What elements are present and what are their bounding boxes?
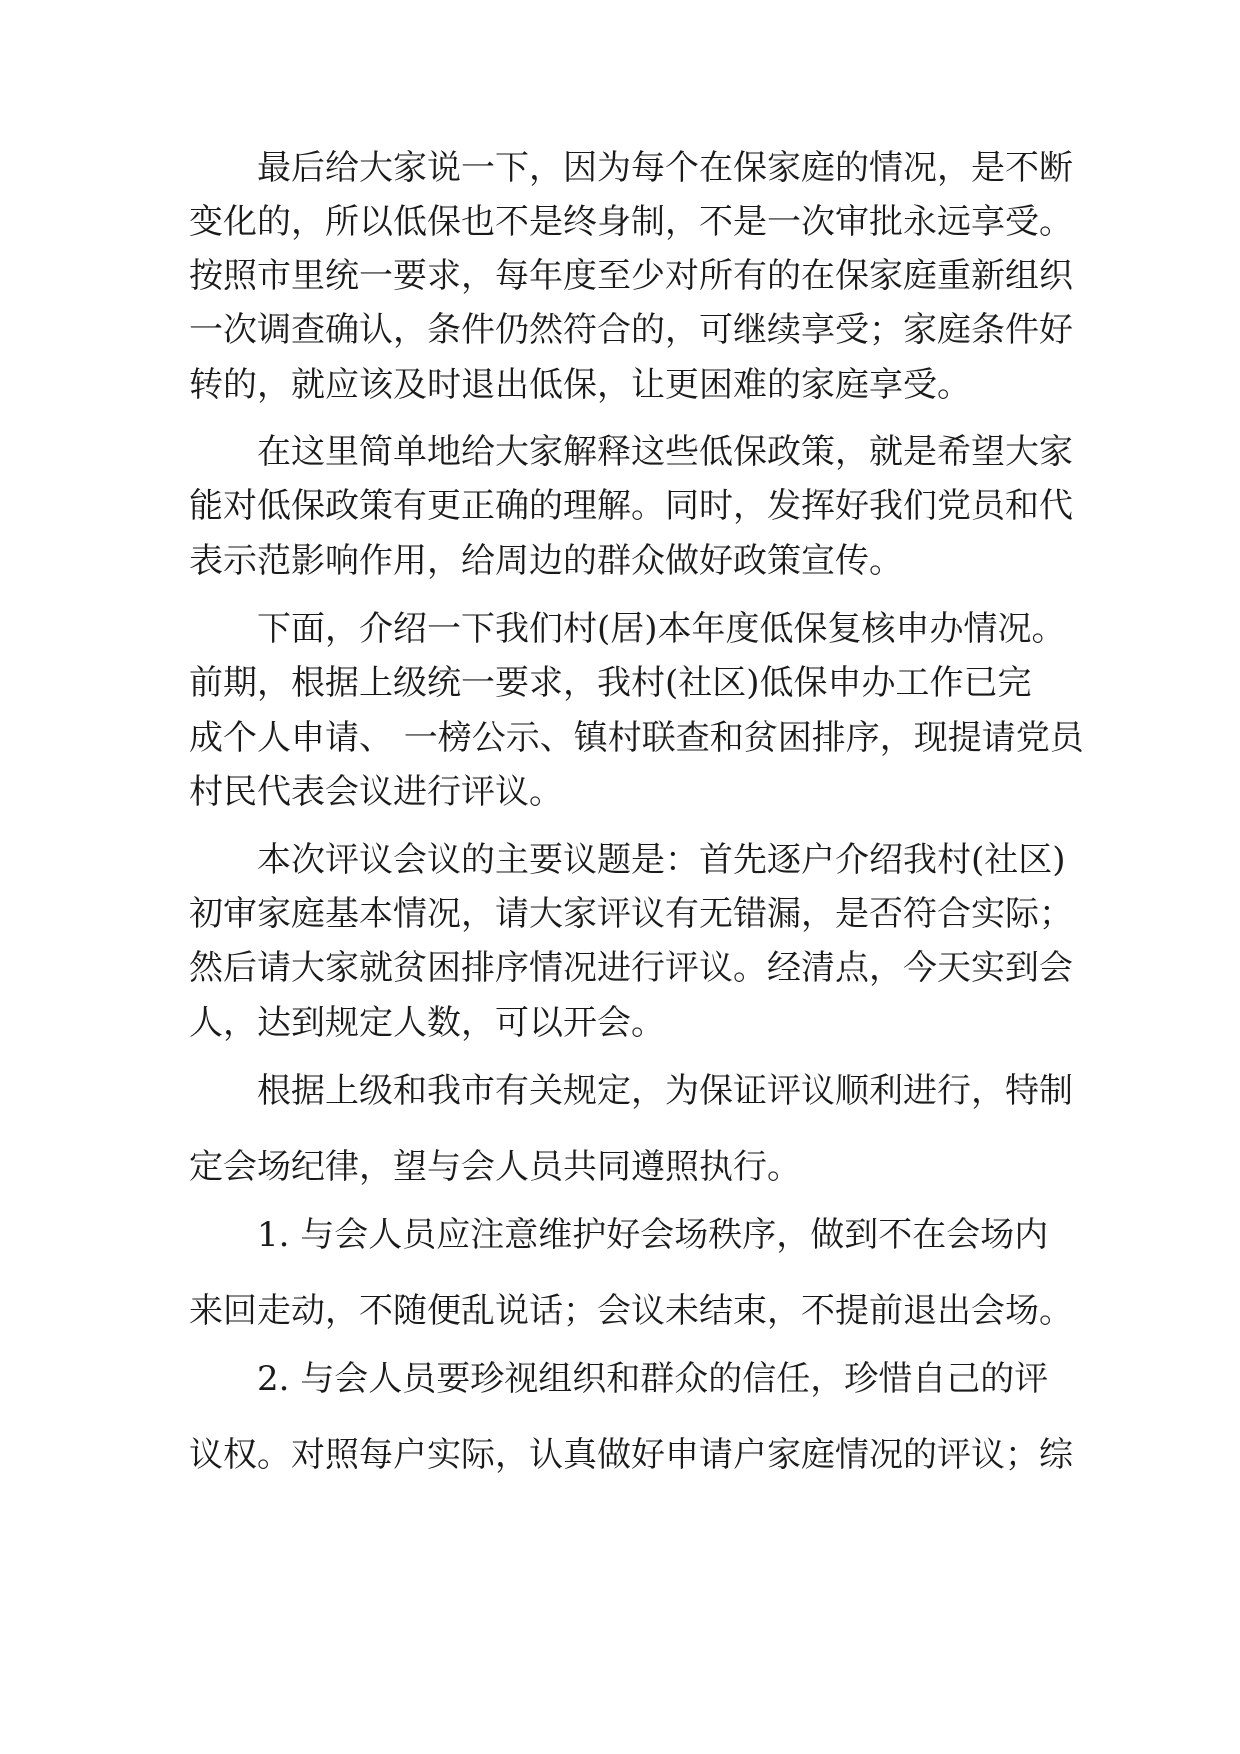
text-line: 议权。对照每户实际，认真做好申请户家庭情况的评议；综 (189, 1435, 1073, 1475)
text-line: 定会场纪律，望与会人员共同遵照执行。 (189, 1147, 801, 1187)
text-line: 前期，根据上级统一要求，我村(社区)低保申办工作已完 (189, 663, 1032, 703)
text-line: 表示范影响作用，给周边的群众做好政策宣传。 (189, 541, 903, 581)
text-line: 根据上级和我市有关规定，为保证评议顺利进行，特制 (257, 1071, 1073, 1111)
text-line: 下面，介绍一下我们村(居)本年度低保复核申办情况。 (257, 609, 1066, 649)
text-line: 人，达到规定人数，可以开会。 (189, 1003, 665, 1043)
text-line: 按照市里统一要求，每年度至少对所有的在保家庭重新组织 (189, 256, 1073, 296)
text-line: 然后请大家就贫困排序情况进行评议。经清点，今天实到会 (189, 948, 1073, 988)
text-line: 初审家庭基本情况，请大家评议有无错漏，是否符合实际； (189, 894, 1073, 934)
text-line: 来回走动，不随便乱说话；会议未结束，不提前退出会场。 (189, 1291, 1073, 1331)
text-line: 2. 与会人员要珍视组织和群众的信任，珍惜自己的评 (257, 1359, 1049, 1399)
text-line: 最后给大家说一下，因为每个在保家庭的情况，是不断 (257, 148, 1073, 188)
text-line: 在这里简单地给大家解释这些低保政策，就是希望大家 (257, 432, 1073, 472)
text-line: 本次评议会议的主要议题是：首先逐户介绍我村(社区) (257, 840, 1066, 880)
text-line: 转的，就应该及时退出低保，让更困难的家庭享受。 (189, 365, 971, 405)
text-line: 村民代表会议进行评议。 (189, 772, 563, 812)
text-line: 1. 与会人员应注意维护好会场秩序，做到不在会场内 (257, 1215, 1049, 1255)
text-line: 成个人申请、 一榜公示、镇村联查和贫困排序，现提请党员 (189, 718, 1084, 758)
text-line: 能对低保政策有更正确的理解。同时，发挥好我们党员和代 (189, 486, 1073, 526)
text-line: 一次调查确认，条件仍然符合的，可继续享受；家庭条件好 (189, 310, 1073, 350)
text-line: 变化的，所以低保也不是终身制，不是一次审批永远享受。 (189, 202, 1073, 242)
